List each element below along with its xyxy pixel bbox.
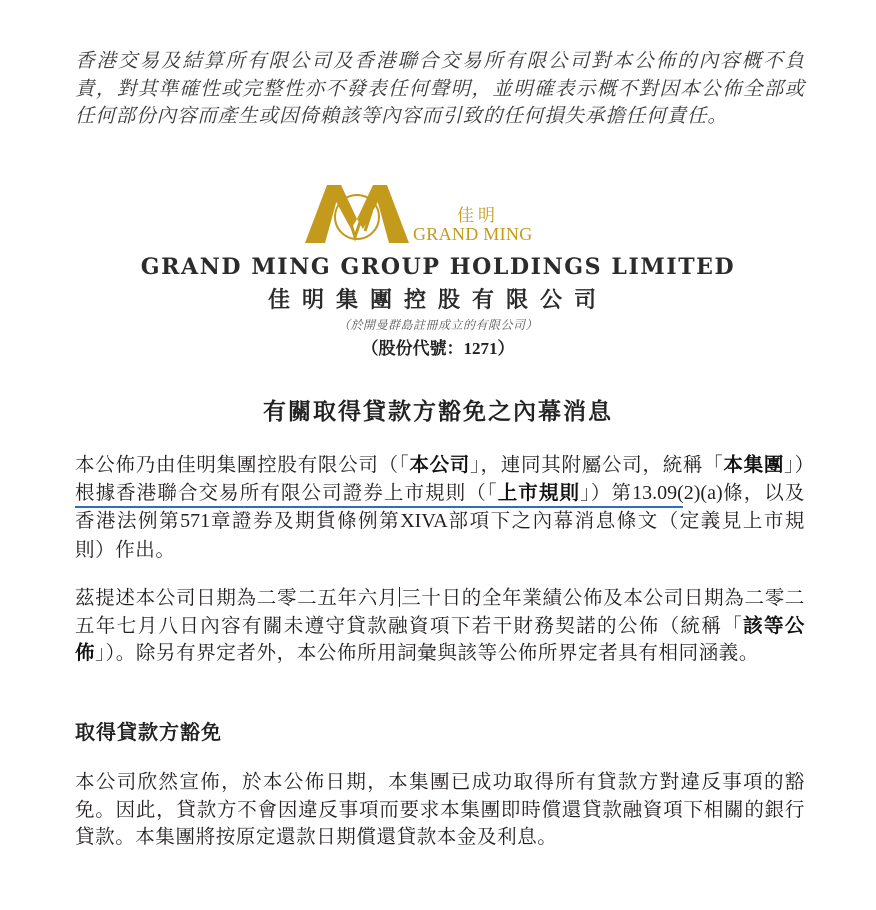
logo-chinese-name: 佳明 — [457, 206, 499, 226]
defined-term-group: 本集團 — [723, 453, 785, 476]
incorporation-note: （於開曼群島註冊成立的有限公司） — [337, 318, 538, 332]
grand-ming-logo-mark-icon — [305, 183, 409, 245]
defined-term-company: 本公司 — [409, 453, 471, 476]
chapter-number: 571 — [180, 510, 211, 532]
part-number: XIVA — [400, 510, 448, 532]
paragraph-waiver: 本公司欣然宣佈，於本公佈日期，本集團已成功取得所有貸款方對違反事項的豁免。因此，貸款方不會因違反事項而要求本集團即時償還貸款融資項下相關的銀行貸款。本集團將按原定還款日期償還貸款本金及利息。 — [75, 770, 805, 848]
company-name-english: GRAND MING GROUP HOLDINGS LIMITED — [140, 254, 736, 280]
defined-term-announcements: 該等公佈 — [75, 613, 805, 664]
rule-reference: 13.09(2)(a) — [632, 481, 723, 504]
logo-english-name: GRAND MING — [413, 224, 533, 244]
hyperlink-underline[interactable] — [75, 506, 683, 508]
paragraph-introduction: 本公佈乃由佳明集團控股有限公司（「本公司」，連同其附屬公司，統稱「本集團」）根據香港聯合交易所有限公司證券上市規則（「上市規則」）第13.09(2)(a)條，以及香港法例第571章證券及期貨條例第XIVA部項下之內幕消息條文（定義見上市規則）作出。 — [75, 453, 805, 561]
company-name-chinese: 佳明集團控股有限公司 — [267, 287, 608, 313]
section-heading: 取得貸款方豁免 — [75, 720, 222, 744]
defined-term-listing-rules: 上市規則 — [497, 480, 581, 504]
stock-code: （股份代號：1271） — [361, 339, 515, 358]
disclaimer-text: 香港交易及結算所有限公司及香港聯合交易所有限公司對本公佈的內容概不負責，對其準確性或完整性亦不發表任何聲明，並明確表示概不對因本公佈全部或任何部份內容而產生或因倚賴該等內容而引致的任何損失承擔任何責任。 — [75, 49, 805, 127]
text-cursor — [399, 587, 400, 607]
paragraph-reference: 茲提述本公司日期為二零二五年六月 三十日的全年業績公佈及本公司日期為二零二五年七月八日內容有關未遵守貸款融資項下若干財務契諾的公佈（統稱「該等公佈」）。除另有界定者外，本公佈所用詞彙與該等公佈所界定者具有相同涵義。 — [75, 586, 805, 664]
announcement-title: 有關取得貸款方豁免之內幕消息 — [263, 399, 613, 425]
company-logo — [305, 183, 565, 248]
